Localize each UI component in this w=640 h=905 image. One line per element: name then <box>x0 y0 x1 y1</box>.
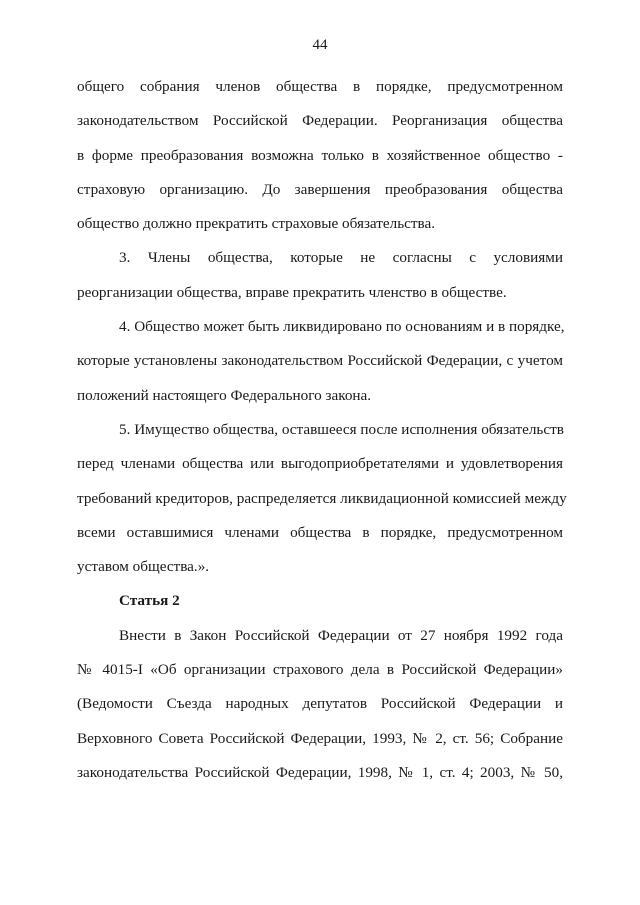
text-line: Верховного Совета Российской Федерации, 1993, № 2, ст. 56; Собрание <box>77 729 563 747</box>
text-line: положений настоящего Федерального закона. <box>77 386 372 404</box>
paragraph-item-4 <box>77 310 563 413</box>
paragraph-article-2 <box>77 619 563 790</box>
text-line: страховую организацию. До завершения преобразования общества <box>77 180 563 198</box>
text-line: всеми оставшимися членами общества в порядке, предусмотренном <box>77 523 563 541</box>
paragraph-item-5 <box>77 413 567 584</box>
text-line: № 4015-I «Об организации страхового дела в Российской Федерации» <box>77 661 563 679</box>
text-line: (Ведомости Съезда народных депутатов Российской Федерации и <box>77 695 563 713</box>
text-line: реорганизации общества, вправе прекратить членство в обществе. <box>77 283 507 301</box>
text-line: 4. Общество может быть ликвидировано по основаниям и в порядке, <box>119 318 565 336</box>
document-body <box>77 70 567 790</box>
text-line: уставом общества.». <box>77 558 210 576</box>
text-line: перед членами общества или выгодоприобретателями и удовлетворения <box>77 455 563 473</box>
page-number: 44 <box>312 37 328 53</box>
text-line: законодательством Российской Федерации. Реорганизация общества <box>77 112 563 130</box>
text-line: в форме преобразования возможна только в хозяйственное общество - <box>77 146 563 164</box>
text-line: 3. Члены общества, которые не согласны с условиями <box>119 249 563 267</box>
paragraph-item-3 <box>77 241 563 310</box>
text-line: 5. Имущество общества, оставшееся после исполнения обязательств <box>119 420 564 438</box>
text-line: законодательства Российской Федерации, 1998, № 1, ст. 4; 2003, № 50, <box>77 763 563 781</box>
text-line: общего собрания членов общества в порядке, предусмотренном <box>77 78 563 95</box>
text-line: которые установлены законодательством Российской Федерации, с учетом <box>77 352 563 370</box>
paragraph-reorganization <box>77 70 563 241</box>
text-line: Внести в Закон Российской Федерации от 27 ноября 1992 года <box>119 626 563 644</box>
article-heading: Статья 2 <box>119 592 180 610</box>
text-line: общество должно прекратить страховые обязательства. <box>77 215 436 233</box>
text-line: требований кредиторов, распределяется ликвидационной комиссией между <box>77 489 567 507</box>
